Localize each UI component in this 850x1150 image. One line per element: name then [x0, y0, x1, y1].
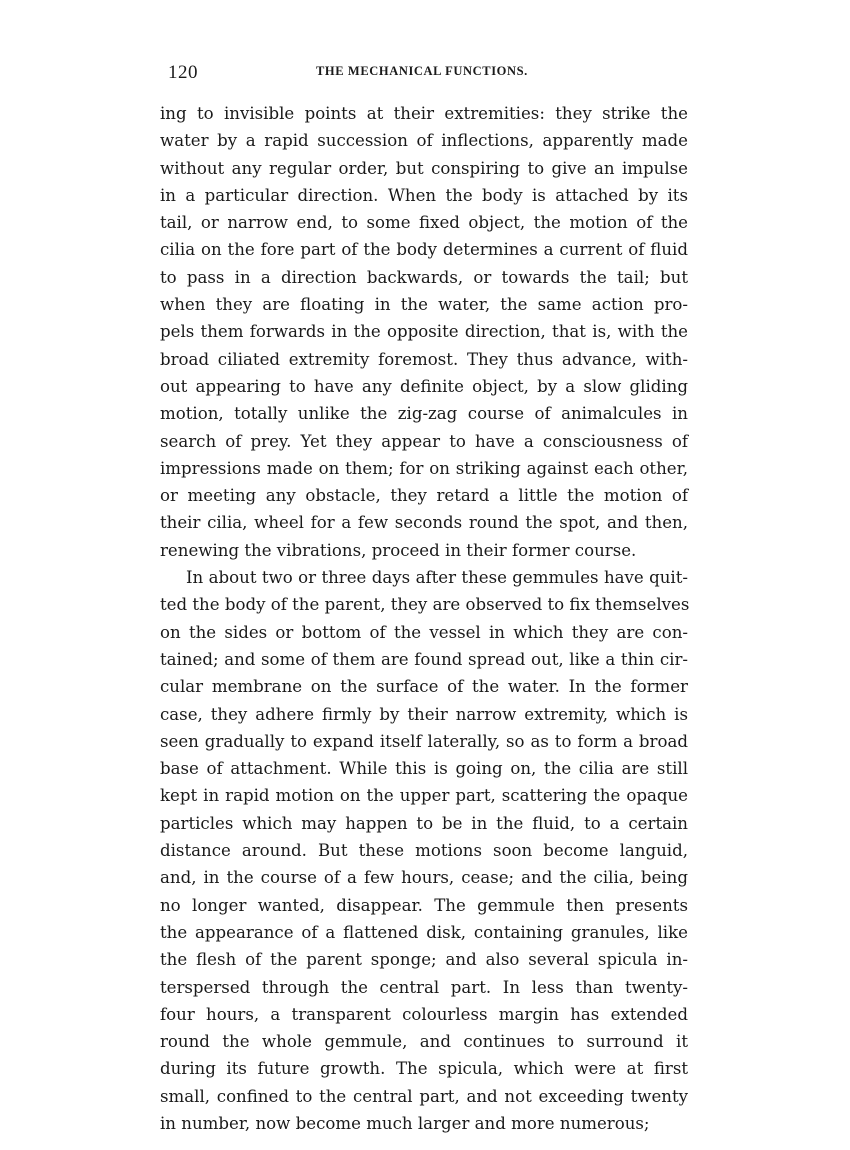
text-line: tained; and some of them are found spread out, like a thin cir-: [160, 649, 688, 669]
text-line: In about two or three days after these gemmules have quit-: [186, 568, 688, 588]
text-line: their cilia, wheel for a few seconds round the spot, and then,: [160, 513, 688, 533]
text-line: broad ciliated extremity foremost. They thus advance, with-: [160, 349, 688, 369]
text-line: cular membrane on the surface of the water. In the former: [160, 677, 688, 697]
text-line: no longer wanted, disappear. The gemmule then presents: [160, 895, 688, 915]
paragraph: [160, 100, 688, 564]
text-line: when they are floating in the water, the same action pro-: [160, 295, 688, 315]
text-line: during its future growth. The spicula, which were at first: [160, 1059, 688, 1079]
text-line: impressions made on them; for on striking against each other,: [160, 458, 688, 478]
text-line: the flesh of the parent sponge; and also several spicula in-: [160, 950, 688, 970]
paragraph: [160, 564, 688, 1137]
text-line: water by a rapid succession of inflections, apparently made: [160, 131, 688, 151]
paragraph-container: [160, 100, 688, 1137]
text-line: in a particular direction. When the body is attached by its: [160, 185, 688, 205]
text-line: on the sides or bottom of the vessel in which they are con-: [160, 622, 688, 642]
text-line: pels them forwards in the opposite direction, that is, with the: [160, 322, 688, 342]
text-line: search of prey. Yet they appear to have a consciousness of: [160, 431, 688, 451]
text-line: seen gradually to expand itself laterally, so as to form a broad: [160, 731, 688, 751]
text-line: without any regular order, but conspiring to give an impulse: [160, 158, 688, 178]
text-line: and, in the course of a few hours, cease; and the cilia, being: [160, 868, 688, 888]
text-line: base of attachment. While this is going on, the cilia are still: [160, 759, 688, 779]
text-line: in number, now become much larger and more numerous;: [160, 1113, 650, 1133]
text-line: cilia on the fore part of the body determines a current of fluid: [160, 240, 688, 260]
text-line: terspersed through the central part. In less than twenty-: [160, 977, 688, 997]
body-text: [160, 100, 688, 1137]
text-line: motion, totally unlike the zig-zag course of animalcules in: [160, 404, 688, 424]
text-line: the appearance of a flattened disk, containing granules, like: [160, 922, 688, 942]
text-line: particles which may happen to be in the fluid, to a certain: [160, 813, 688, 833]
text-line: four hours, a transparent colourless margin has extended: [160, 1004, 688, 1024]
running-title: THE MECHANICAL FUNCTIONS.: [316, 64, 528, 78]
text-line: kept in rapid motion on the upper part, scattering the opaque: [160, 786, 688, 806]
text-line: or meeting any obstacle, they retard a little the motion of: [160, 486, 688, 506]
running-head: [168, 62, 688, 84]
text-line: ing to invisible points at their extremities: they strike the: [160, 104, 688, 123]
text-line: tail, or narrow end, to some fixed object, the motion of the: [160, 213, 688, 233]
text-line: to pass in a direction backwards, or towards the tail; but: [160, 267, 688, 287]
text-line: renewing the vibrations, proceed in their former course.: [160, 540, 637, 560]
page-number: 120: [168, 62, 198, 83]
text-line: small, confined to the central part, and not exceeding twenty: [160, 1086, 688, 1106]
text-line: distance around. But these motions soon become languid,: [160, 841, 688, 861]
text-line: case, they adhere firmly by their narrow extremity, which is: [160, 704, 688, 724]
text-line: ted the body of the parent, they are observed to fix themselves: [160, 595, 690, 615]
text-line: out appearing to have any definite object, by a slow gliding: [160, 376, 688, 396]
text-line: round the whole gemmule, and continues to surround it: [160, 1032, 688, 1052]
